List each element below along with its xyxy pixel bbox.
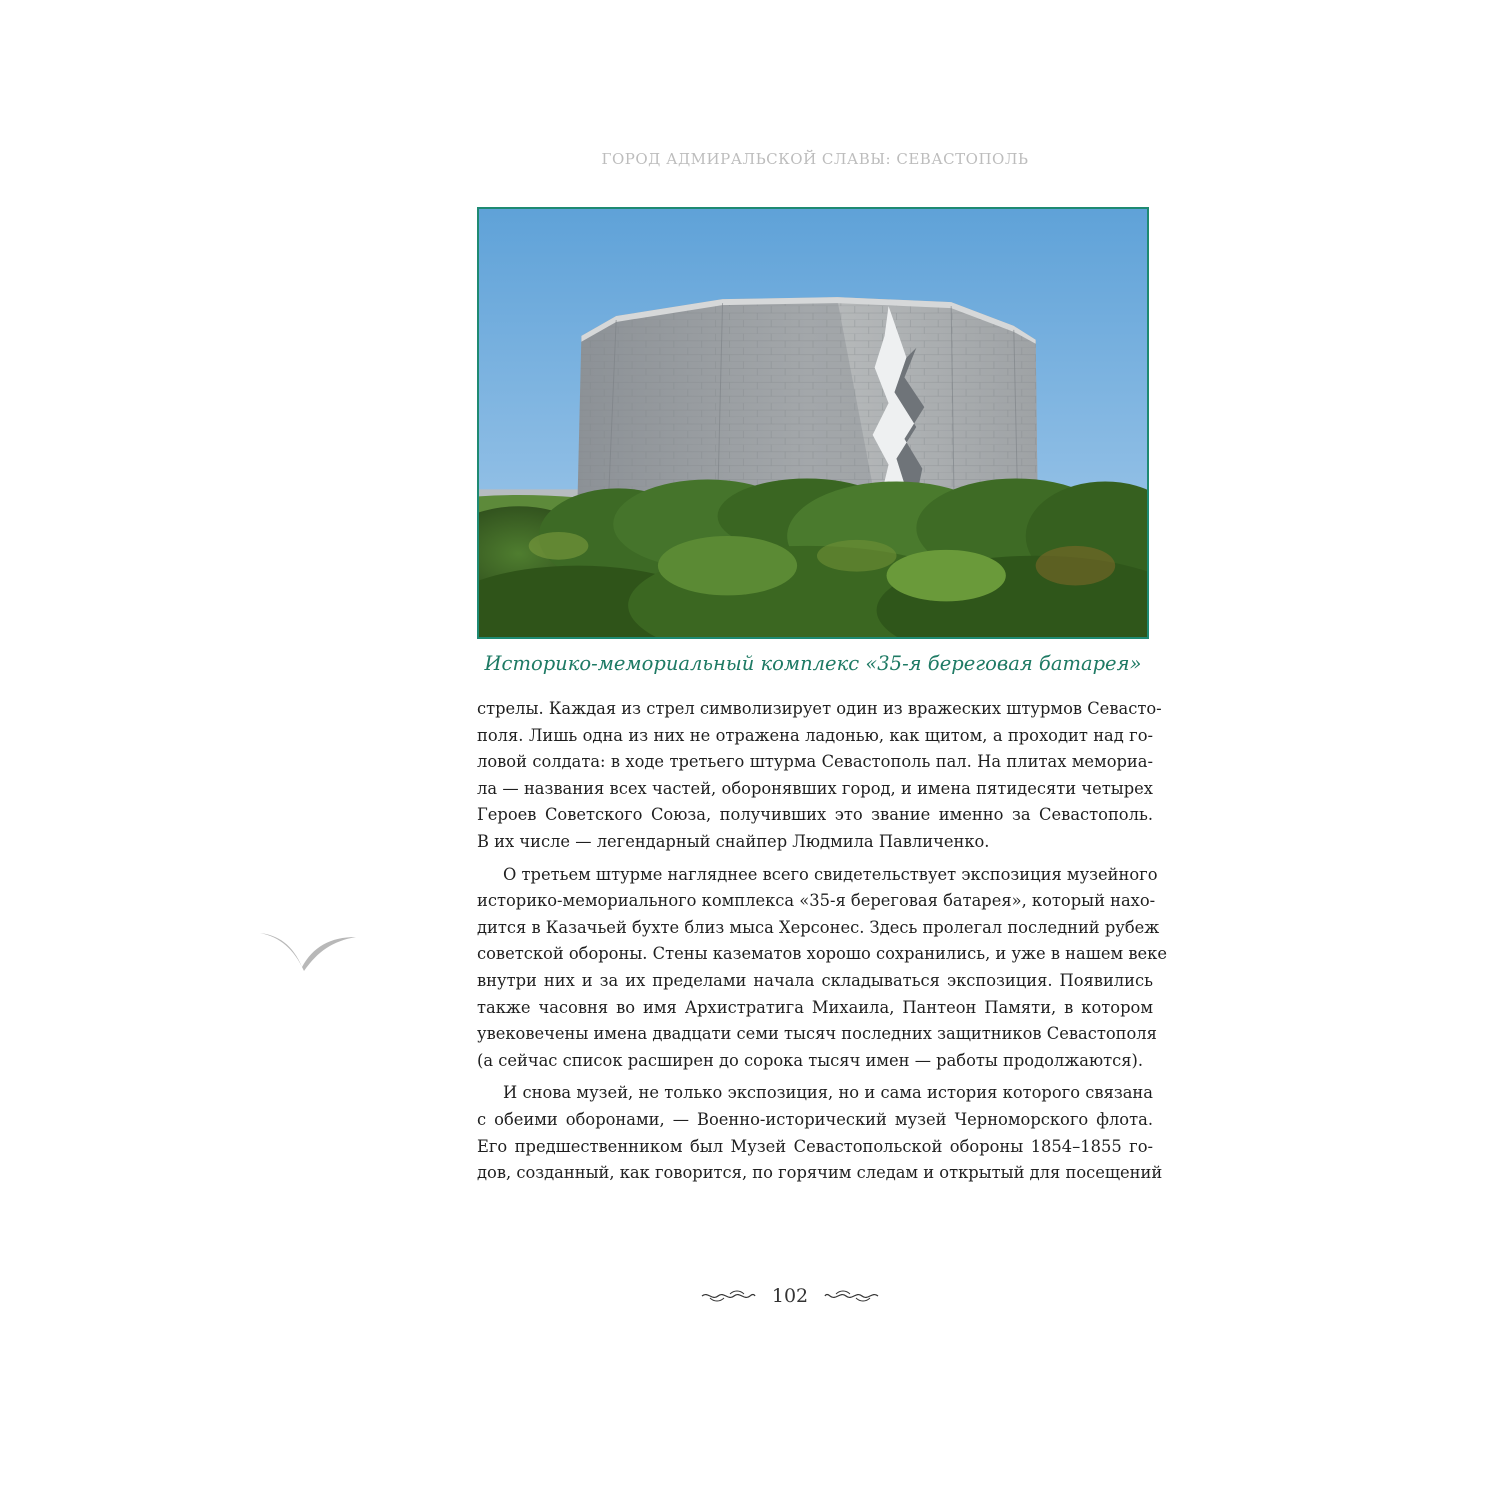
body-line: историко-мемориального комплекса «35-я береговая батарея», который нахо- <box>477 891 1156 911</box>
body-line: с обеими оборонами, — Военно-исторический музей Черноморского флота. <box>477 1109 1153 1129</box>
page-number: 102 <box>771 1285 809 1307</box>
flourish-ornament-icon <box>824 1289 880 1303</box>
body-line: также часовня во имя Архистратига Михаила, Пантеон Памяти, в котором <box>477 997 1153 1017</box>
body-line: Героев Советского Союза, получивших это звание именно за Севастополь. <box>477 805 1153 825</box>
body-line: поля. Лишь одна из них не отражена ладонью, как щитом, а проходит над го- <box>477 725 1153 745</box>
memorial-photo <box>477 207 1149 639</box>
flourish-ornament-icon <box>700 1289 756 1303</box>
running-head: ГОРОД АДМИРАЛЬСКОЙ СЛАВЫ: СЕВАСТОПОЛЬ <box>601 150 1029 168</box>
body-line: ловой солдата: в ходе третьего штурма Севастополь пал. На плитах мемориа- <box>477 752 1153 772</box>
body-line: стрелы. Каждая из стрел символизирует один из вражеских штурмов Севасто- <box>477 699 1162 718</box>
body-line: увековечены имена двадцати семи тысяч последних защитников Севастополя <box>477 1024 1157 1044</box>
bird-icon <box>258 925 358 975</box>
memorial-photo-illustration <box>479 209 1147 637</box>
body-line: В их числе — легендарный снайпер Людмила Павличенко. <box>477 831 990 851</box>
body-line: внутри них и за их пределами начала складываться экспозиция. Появились <box>477 970 1153 990</box>
body-line: советской обороны. Стены казематов хорошо сохранились, и уже в нашем веке <box>477 944 1167 964</box>
running-head-area <box>0 0 1500 200</box>
folio <box>0 1284 1500 1307</box>
body-line: (а сейчас список расширен до сорока тысяч имен — работы продолжаются). <box>477 1050 1144 1070</box>
photo-caption: Историко-мемориальный комплекс «35-я береговая батарея» <box>484 652 1142 675</box>
body-line: И снова музей, не только экспозиция, но и сама история которого связана <box>503 1083 1153 1103</box>
body-text <box>477 696 1167 1187</box>
body-line: ла — названия всех частей, оборонявших город, и имена пятидесяти четырех <box>477 778 1153 798</box>
body-line: дится в Казачьей бухте близ мыса Херсонес. Здесь пролегал последний рубеж <box>477 917 1160 937</box>
body-line: О третьем штурме нагляднее всего свидетельствует экспозиция музейного <box>503 864 1158 884</box>
body-line: Его предшественником был Музей Севастопольской обороны 1854–1855 го- <box>477 1136 1153 1156</box>
body-line: дов, созданный, как говорится, по горячим следам и открытый для посещений <box>477 1163 1163 1183</box>
